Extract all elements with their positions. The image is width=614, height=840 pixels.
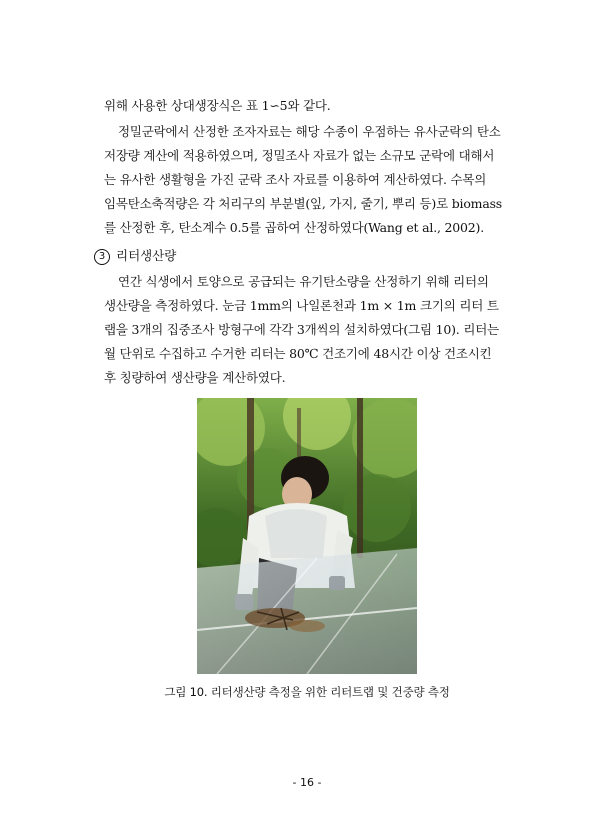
section-heading — [94, 246, 176, 266]
text-line: 후 칭량하여 생산량을 계산하였다. — [104, 370, 286, 385]
section-number-circle: 3 — [94, 249, 110, 265]
text-line: 를 산정한 후, 탄소계수 0.5를 곱하여 산정하였다(Wang et al., 2002). — [104, 220, 484, 235]
text-line: 랩을 3개의 집중조사 방형구에 각각 3개씩의 설치하였다(그림 10). 리터는 — [104, 322, 499, 337]
litter-trap-photo — [197, 398, 417, 674]
section-title: 리터생산량 — [116, 248, 177, 263]
paragraph-intro — [104, 94, 532, 118]
page-number: - 16 - — [292, 776, 322, 789]
text-line: 저장량 계산에 적용하였으며, 정밀조사 자료가 없는 소규모 군락에 대해서 — [104, 148, 495, 163]
paragraph-litter-production — [104, 270, 532, 390]
text-line: 연간 식생에서 토양으로 공급되는 유기탄소량을 산정하기 위해 리터의 — [118, 274, 489, 289]
text-line: 임목탄소축적량은 각 처리구의 부분별(잎, 가지, 줄기, 뿌리 등)로 biomass — [104, 196, 502, 211]
text-line: 생산량을 측정하였다. 눈금 1mm의 나일론천과 1m × 1m 크기의 리터 트 — [104, 298, 499, 313]
text-line: 정밀군락에서 산정한 조자자료는 해당 수종이 우점하는 유사군락의 탄소 — [118, 124, 501, 139]
text-line: 는 유사한 생활형을 가진 군락 조사 자료를 이용하여 계산하였다. 수목의 — [104, 172, 487, 187]
paragraph-carbon-storage — [104, 120, 532, 240]
text-line: 월 단위로 수집하고 수거한 리터는 80℃ 건조기에 48시간 이상 건조시킨 — [104, 346, 492, 361]
figure-caption: 그림 10. 리터생산량 측정을 위한 리터트랩 및 건중량 측정 — [164, 685, 450, 699]
text-line: 위해 사용한 상대생장식은 표 1∽5와 같다. — [104, 98, 331, 113]
